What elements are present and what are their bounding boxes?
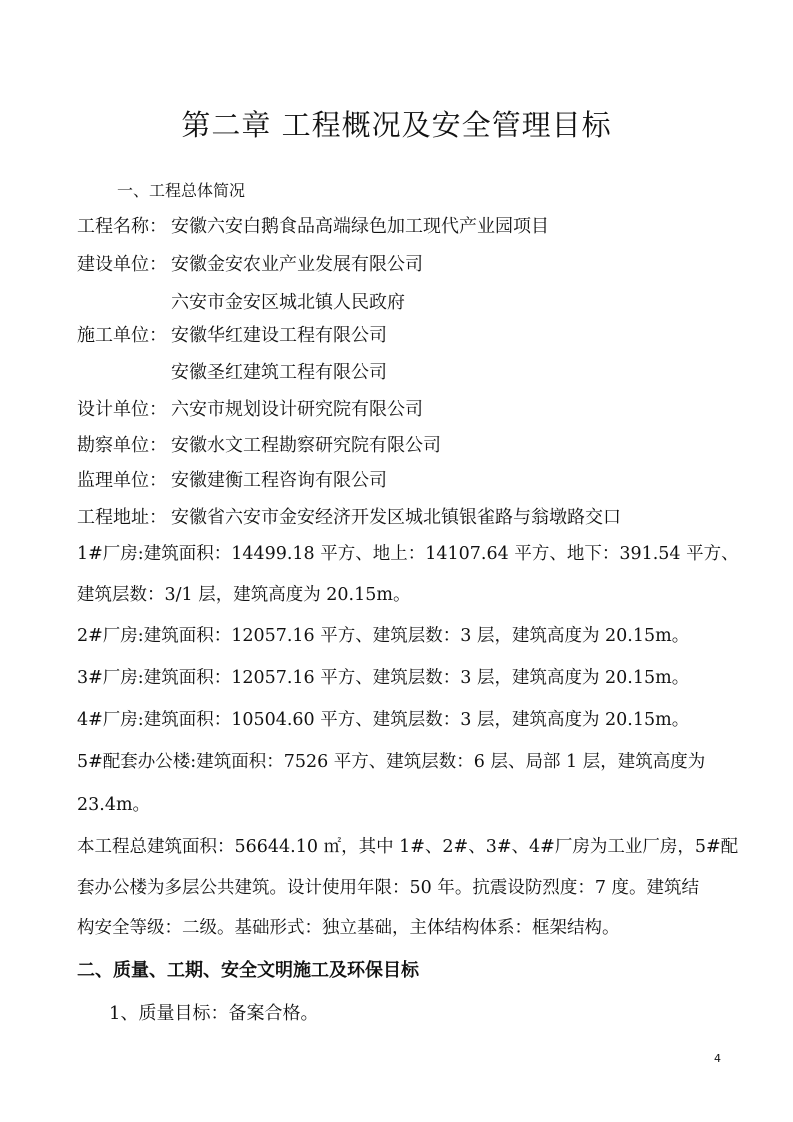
building-line: 5#配套办公楼:建筑面积：7526 平方、建筑层数：6 层、局部 1 层，建筑高度为 xyxy=(77,752,706,772)
field-label: 工程地址： xyxy=(77,507,167,528)
field-designer xyxy=(77,395,423,421)
summary-line: 构安全等级：二级。基础形式：独立基础，主体结构体系：框架结构。 xyxy=(77,918,620,938)
page-number: 4 xyxy=(714,1052,721,1065)
field-contractor-value-2: 安徽圣红建筑工程有限公司 xyxy=(171,362,387,383)
field-project-name xyxy=(77,212,549,238)
field-label: 工程名称： xyxy=(77,216,167,237)
chapter-title: 第二章 工程概况及安全管理目标 xyxy=(181,108,612,142)
building-line: 建筑层数：3/1 层，建筑高度为 20.15m。 xyxy=(77,585,411,605)
field-value: 安徽省六安市金安经济开发区城北镇银雀路与翁墩路交口 xyxy=(171,507,621,528)
field-label: 监理单位： xyxy=(77,470,167,491)
field-label: 设计单位： xyxy=(77,399,167,420)
building-line: 1#厂房:建筑面积：14499.18 平方、地上：14107.64 平方、地下：391.54 平方、 xyxy=(77,544,739,564)
field-value: 安徽建衡工程咨询有限公司 xyxy=(171,470,387,491)
field-value: 安徽金安农业产业发展有限公司 xyxy=(171,254,423,275)
field-value: 安徽六安白鹅食品高端绿色加工现代产业园项目 xyxy=(171,216,549,237)
field-supervisor xyxy=(77,466,387,492)
field-owner-value-2: 六安市金安区城北镇人民政府 xyxy=(171,292,405,313)
field-label: 勘察单位： xyxy=(77,435,167,456)
field-surveyor xyxy=(77,431,441,457)
section-heading-targets: 二、质量、工期、安全文明施工及环保目标 xyxy=(77,960,419,981)
quality-target: 1、质量目标：备案合格。 xyxy=(109,1003,319,1024)
building-line: 3#厂房:建筑面积：12057.16 平方、建筑层数：3 层，建筑高度为 20.15m。 xyxy=(77,668,690,688)
building-line: 23.4m。 xyxy=(77,795,151,815)
field-contractor xyxy=(77,321,387,347)
field-owner xyxy=(77,250,423,276)
summary-line: 本工程总建筑面积：56644.10 ㎡，其中 1#、2#、3#、4#厂房为工业厂房，5#配 xyxy=(77,837,739,857)
field-label: 建设单位： xyxy=(77,254,167,275)
field-value: 安徽华红建设工程有限公司 xyxy=(171,325,387,346)
field-label: 施工单位： xyxy=(77,325,167,346)
field-value: 六安市规划设计研究院有限公司 xyxy=(171,399,423,420)
building-line: 4#厂房:建筑面积：10504.60 平方、建筑层数：3 层，建筑高度为 20.15m。 xyxy=(77,710,690,730)
field-value: 安徽水文工程勘察研究院有限公司 xyxy=(171,435,441,456)
field-address xyxy=(77,503,621,529)
building-line: 2#厂房:建筑面积：12057.16 平方、建筑层数：3 层，建筑高度为 20.15m。 xyxy=(77,626,690,646)
section-heading-overview: 一、工程总体简况 xyxy=(117,181,246,200)
summary-line: 套办公楼为多层公共建筑。设计使用年限：50 年。抗震设防烈度：7 度。建筑结 xyxy=(77,878,700,898)
